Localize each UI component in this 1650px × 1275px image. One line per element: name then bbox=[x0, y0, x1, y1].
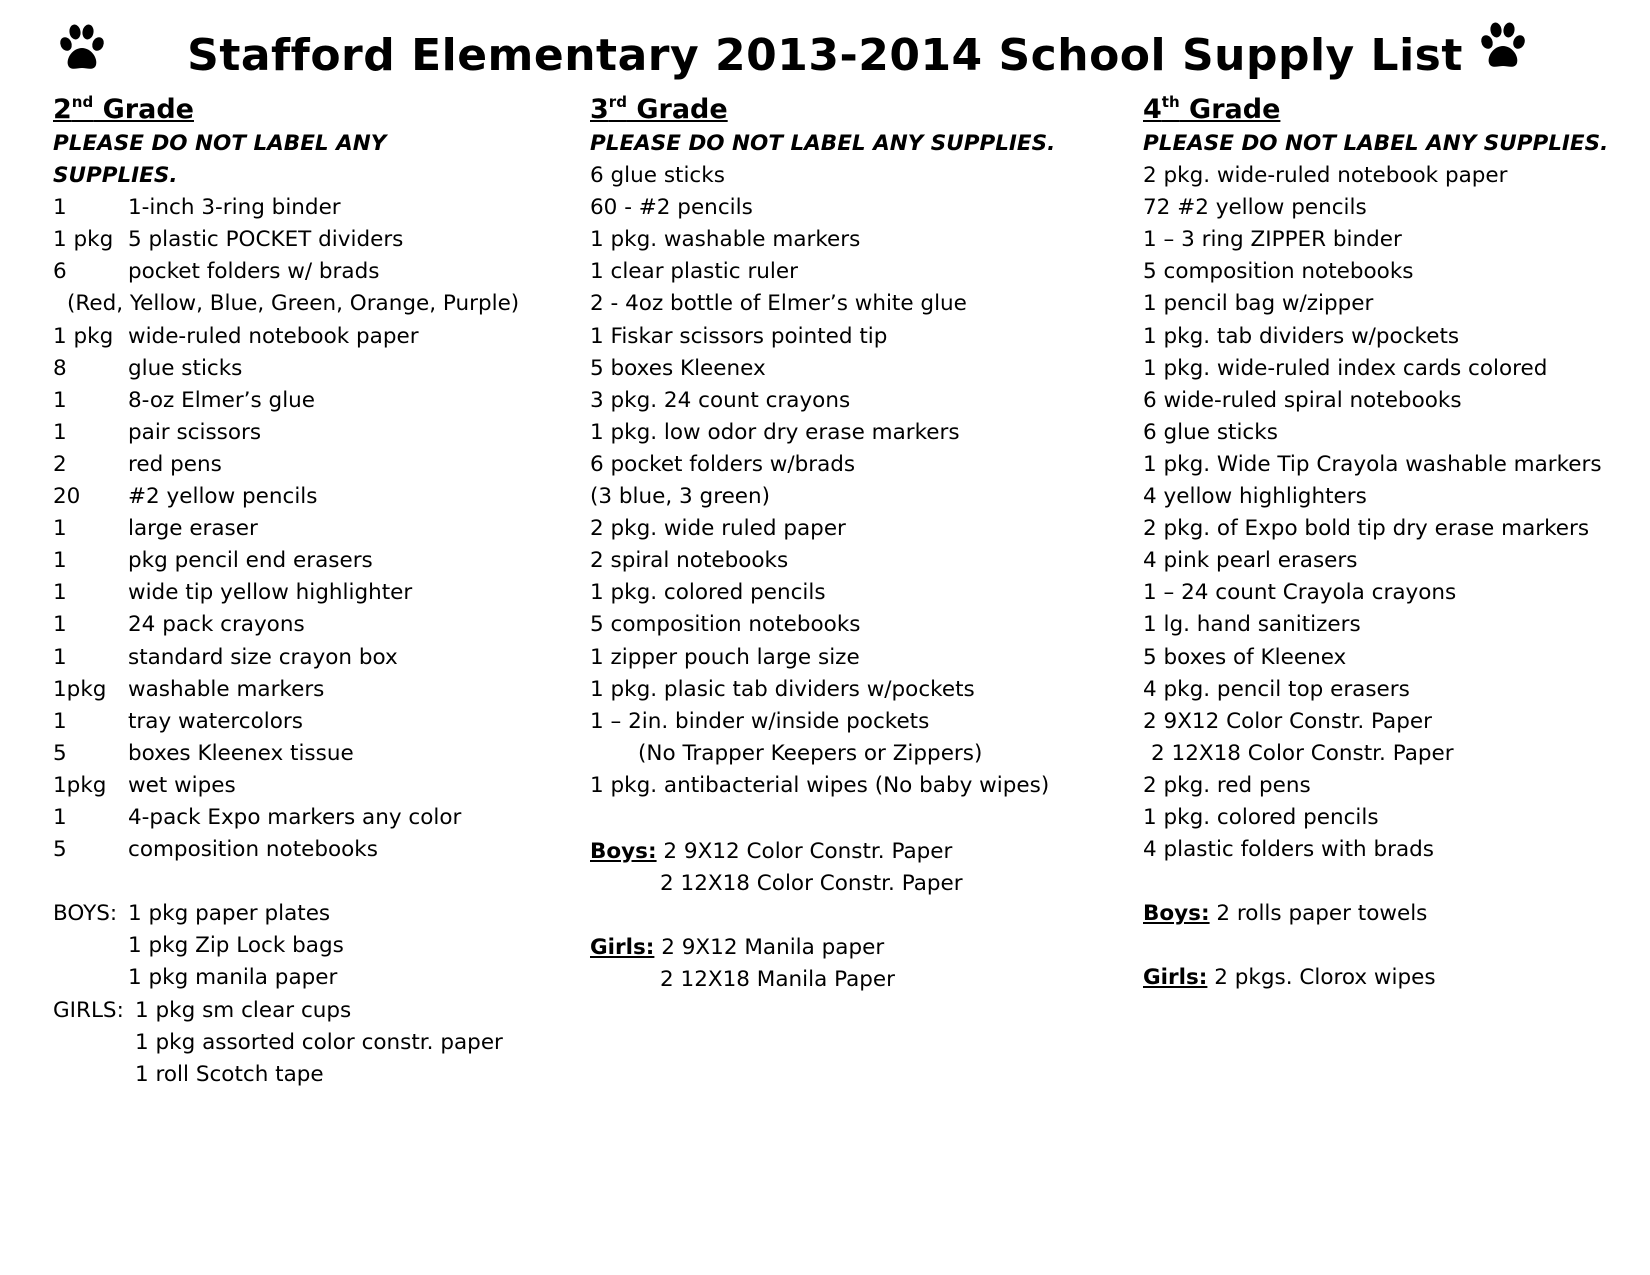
list-item: 1 Fiskar scissors pointed tip bbox=[590, 323, 888, 349]
list-item bbox=[53, 770, 533, 802]
item-name: pocket folders w/ brads bbox=[128, 259, 380, 285]
list-item: 1 pkg. Wide Tip Crayola washable markers bbox=[1143, 451, 1602, 477]
fourth-grade-column bbox=[1143, 92, 1643, 995]
list-item: 5 boxes Kleenex bbox=[590, 355, 766, 381]
list-item: 6 glue sticks bbox=[590, 163, 725, 189]
label-note: PLEASE DO NOT LABEL ANY bbox=[53, 131, 387, 156]
item-quantity: 5 bbox=[53, 837, 67, 863]
list-item: 6 pocket folders w/brads bbox=[590, 451, 856, 477]
list-item: 1 pkg. washable markers bbox=[590, 227, 861, 253]
list-item bbox=[53, 385, 533, 417]
item-quantity: 1pkg bbox=[53, 676, 107, 702]
item-quantity: 1 bbox=[53, 195, 67, 221]
list-item: 5 composition notebooks bbox=[590, 612, 861, 638]
list-item: 1 pkg. wide-ruled index cards colored bbox=[1143, 355, 1548, 381]
list-item: 2 9X12 Color Constr. Paper bbox=[1143, 708, 1432, 734]
list-item bbox=[53, 674, 533, 706]
item-name: pkg pencil end erasers bbox=[128, 548, 373, 574]
list-item: 4 pink pearl erasers bbox=[1143, 548, 1358, 574]
list-item: 4 yellow highlighters bbox=[1143, 484, 1367, 510]
list-item: 5 boxes of Kleenex bbox=[1143, 644, 1347, 670]
list-item bbox=[53, 577, 533, 609]
item-quantity: 1pkg bbox=[53, 772, 107, 798]
list-item: 1 pkg. colored pencils bbox=[1143, 804, 1379, 830]
list-item bbox=[53, 834, 533, 866]
item-quantity: 1 bbox=[53, 580, 67, 606]
item-quantity: 1 pkg bbox=[53, 227, 114, 253]
list-item: 4 plastic folders with brads bbox=[1143, 837, 1434, 863]
item-quantity: 1 bbox=[53, 516, 67, 542]
list-item: 6 glue sticks bbox=[1143, 419, 1278, 445]
item-quantity: 1 pkg bbox=[53, 323, 114, 349]
item-name: 4-pack Expo markers any color bbox=[128, 804, 462, 830]
item-name: composition notebooks bbox=[128, 837, 378, 863]
item-quantity: 1 bbox=[53, 804, 67, 830]
item-quantity: 5 bbox=[53, 740, 67, 766]
list-item: 1 pkg assorted color constr. paper bbox=[135, 1029, 503, 1055]
label-note: SUPPLIES. bbox=[53, 163, 178, 189]
item-quantity: 1 bbox=[53, 708, 67, 734]
item-quantity: 20 bbox=[53, 484, 81, 510]
list-item bbox=[53, 642, 533, 674]
list-item: Boys: 2 rolls paper towels bbox=[1143, 901, 1428, 927]
list-item: 1 pkg Zip Lock bags bbox=[128, 933, 344, 959]
list-item: 1 pkg. low odor dry erase markers bbox=[590, 419, 960, 445]
list-item bbox=[53, 738, 533, 770]
list-item bbox=[53, 417, 533, 449]
list-item: 1 pkg manila paper bbox=[128, 965, 338, 991]
list-item bbox=[53, 481, 533, 513]
page-title: Stafford Elementary 2013-2014 School Supply List bbox=[187, 30, 1463, 81]
list-item bbox=[53, 321, 533, 353]
list-item bbox=[53, 609, 533, 641]
item-name: 1-inch 3-ring binder bbox=[128, 195, 341, 221]
list-item: 72 #2 yellow pencils bbox=[1143, 195, 1367, 221]
list-item: Girls: 2 pkgs. Clorox wipes bbox=[1143, 965, 1436, 991]
item-name: washable markers bbox=[128, 676, 325, 702]
item-name: boxes Kleenex tissue bbox=[128, 740, 354, 766]
item-quantity: 1 bbox=[53, 612, 67, 638]
item-name: 24 pack crayons bbox=[128, 612, 305, 638]
list-item: 1 clear plastic ruler bbox=[590, 259, 798, 285]
list-item: 2 pkg. red pens bbox=[1143, 772, 1311, 798]
list-item: 2 pkg. wide-ruled notebook paper bbox=[1143, 163, 1508, 189]
list-item: 1 – 3 ring ZIPPER binder bbox=[1143, 227, 1402, 253]
list-item bbox=[53, 449, 533, 481]
list-item: 2 12X18 Color Constr. Paper bbox=[1151, 740, 1454, 766]
list-item: (3 blue, 3 green) bbox=[590, 484, 771, 510]
list-item: 2 12X18 Color Constr. Paper bbox=[660, 871, 963, 897]
item-name: 8-oz Elmer’s glue bbox=[128, 387, 316, 413]
item-quantity: 1 bbox=[53, 548, 67, 574]
list-item: 5 composition notebooks bbox=[1143, 259, 1414, 285]
list-item: 6 wide-ruled spiral notebooks bbox=[1143, 387, 1462, 413]
list-item bbox=[53, 513, 533, 545]
list-item: 1 pencil bag w/zipper bbox=[1143, 291, 1374, 317]
list-item: 60 - #2 pencils bbox=[590, 195, 753, 221]
supply-list bbox=[590, 160, 1090, 802]
list-item: 2 spiral notebooks bbox=[590, 548, 789, 574]
list-item: 1 pkg. tab dividers w/pockets bbox=[1143, 323, 1460, 349]
list-item bbox=[53, 224, 533, 256]
list-item bbox=[53, 545, 533, 577]
list-item: 3 pkg. 24 count crayons bbox=[590, 387, 851, 413]
grade-heading: 3rd Grade bbox=[590, 93, 728, 125]
label-note: PLEASE DO NOT LABEL ANY SUPPLIES. bbox=[1143, 131, 1609, 156]
item-name: glue sticks bbox=[128, 355, 243, 381]
list-item: 2 - 4oz bottle of Elmer’s white glue bbox=[590, 291, 967, 317]
item-quantity: 6 bbox=[53, 259, 67, 285]
item-name: wet wipes bbox=[128, 772, 236, 798]
item-quantity: 1 bbox=[53, 644, 67, 670]
list-item: 1 – 24 count Crayola crayons bbox=[1143, 580, 1457, 606]
list-item: Boys: 2 9X12 Color Constr. Paper bbox=[590, 838, 953, 864]
list-item: 1 roll Scotch tape bbox=[135, 1061, 324, 1087]
list-item: 1 – 2in. binder w/inside pockets bbox=[590, 708, 930, 734]
list-item: GIRLS: 1 pkg sm clear cups bbox=[53, 997, 352, 1023]
list-item: 1 pkg. antibacterial wipes (No baby wipes) bbox=[590, 772, 1050, 798]
list-item: 2 12X18 Manila Paper bbox=[660, 967, 895, 993]
list-item bbox=[53, 706, 533, 738]
list-item bbox=[53, 192, 533, 224]
list-item: BOYS: 1 pkg paper plates bbox=[53, 901, 331, 927]
list-item bbox=[53, 256, 533, 288]
list-item: 2 pkg. wide ruled paper bbox=[590, 516, 846, 542]
list-item: 1 zipper pouch large size bbox=[590, 644, 860, 670]
second-grade-column bbox=[53, 92, 533, 1091]
item-name: large eraser bbox=[128, 516, 258, 542]
item-name: #2 yellow pencils bbox=[128, 484, 318, 510]
item-name: wide-ruled notebook paper bbox=[128, 323, 419, 349]
item-name: (Red, Yellow, Blue, Green, Orange, Purple) bbox=[67, 291, 520, 317]
label-note: PLEASE DO NOT LABEL ANY SUPPLIES. bbox=[590, 131, 1056, 156]
supply-list bbox=[53, 192, 533, 866]
item-name: standard size crayon box bbox=[128, 644, 398, 670]
list-item: 1 lg. hand sanitizers bbox=[1143, 612, 1361, 638]
list-item bbox=[53, 288, 533, 320]
list-item bbox=[53, 802, 533, 834]
item-name: 5 plastic POCKET dividers bbox=[128, 227, 404, 253]
item-name: tray watercolors bbox=[128, 708, 303, 734]
list-item: (No Trapper Keepers or Zippers) bbox=[638, 740, 983, 766]
item-quantity: 2 bbox=[53, 451, 67, 477]
item-quantity: 8 bbox=[53, 355, 67, 381]
item-name: red pens bbox=[128, 451, 222, 477]
list-item: 2 pkg. of Expo bold tip dry erase markers bbox=[1143, 516, 1590, 542]
item-name: wide tip yellow highlighter bbox=[128, 580, 413, 606]
grade-heading: 4th Grade bbox=[1143, 93, 1281, 125]
list-item: 1 pkg. plasic tab dividers w/pockets bbox=[590, 676, 975, 702]
grade-heading: 2nd Grade bbox=[53, 93, 194, 125]
third-grade-column bbox=[590, 92, 1090, 996]
list-item: 1 pkg. colored pencils bbox=[590, 580, 826, 606]
list-item: Girls: 2 9X12 Manila paper bbox=[590, 935, 885, 961]
item-quantity: 1 bbox=[53, 419, 67, 445]
item-quantity: 1 bbox=[53, 387, 67, 413]
list-item: 4 pkg. pencil top erasers bbox=[1143, 676, 1410, 702]
supply-list bbox=[1143, 160, 1643, 866]
list-item bbox=[53, 353, 533, 385]
item-name: pair scissors bbox=[128, 419, 262, 445]
